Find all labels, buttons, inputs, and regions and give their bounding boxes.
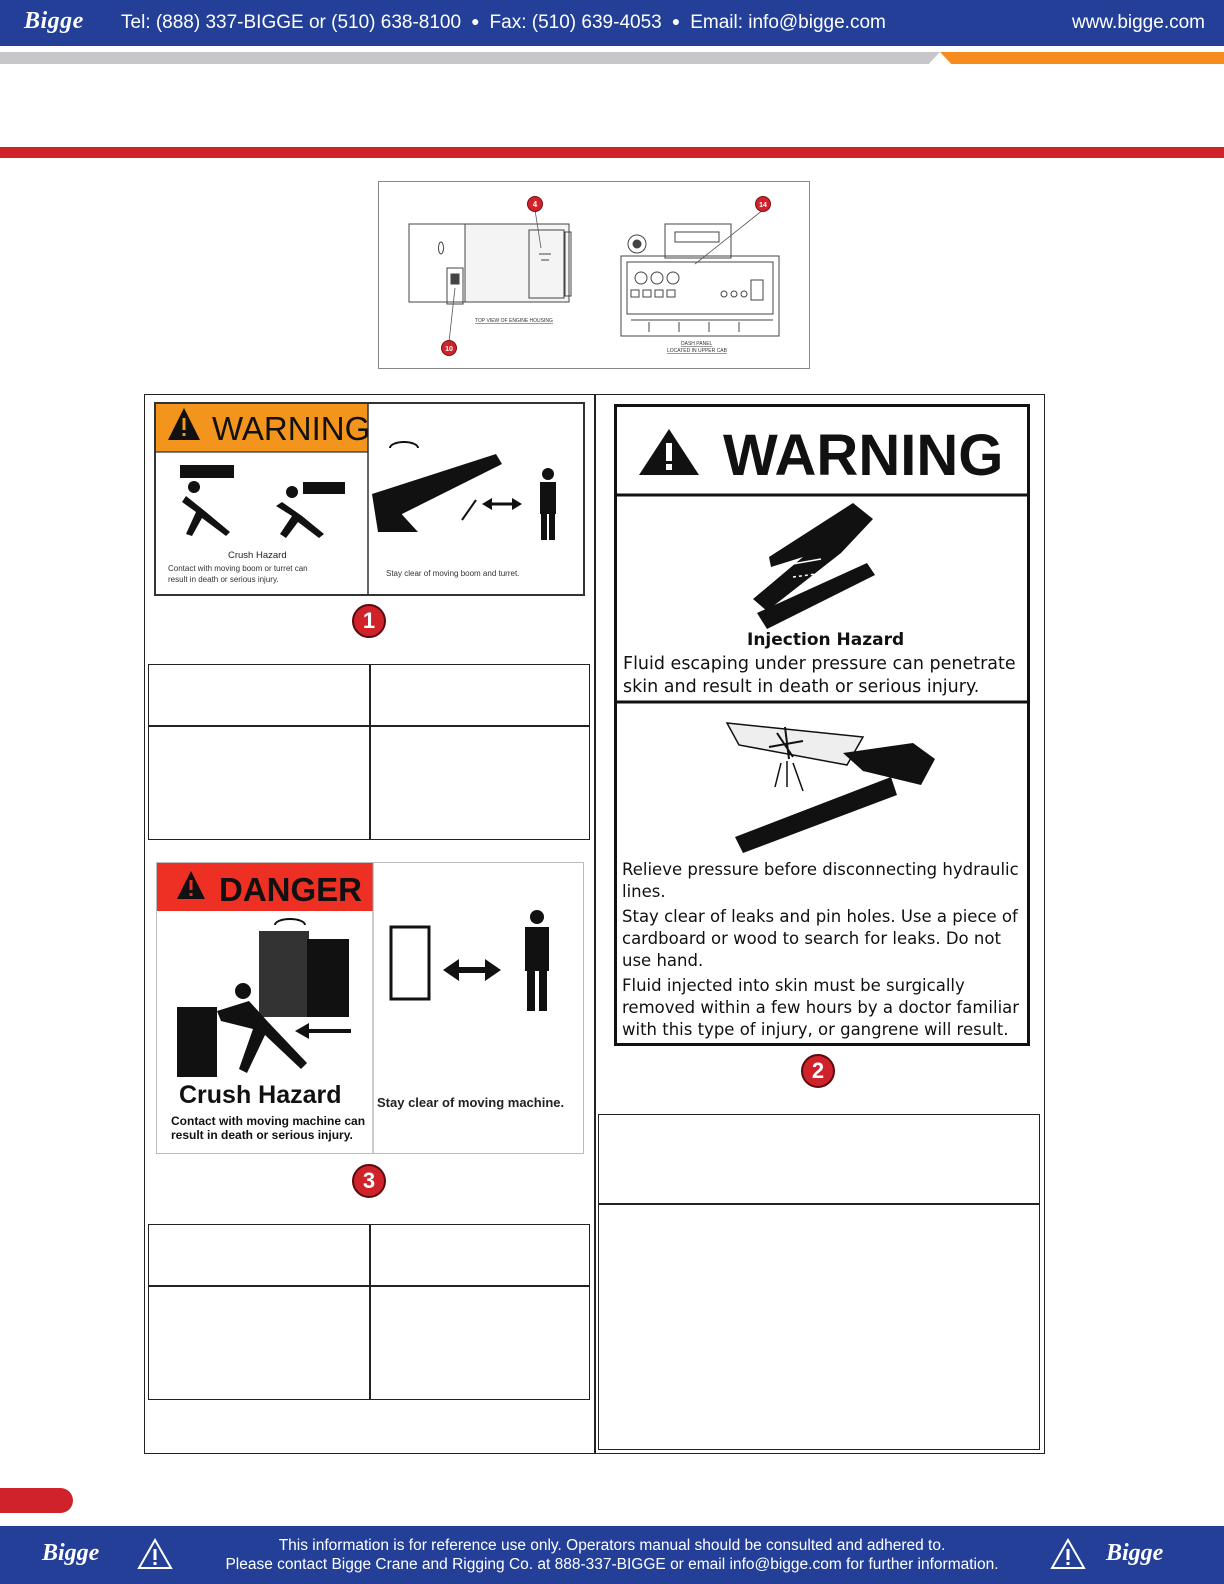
diagram-caption-left: TOP VIEW OF ENGINE HOUSING — [475, 318, 553, 324]
diagram-callout-10 — [442, 341, 457, 356]
caution-icon — [1050, 1538, 1086, 1570]
decal1-desc-line2: result in death or serious injury. — [168, 575, 279, 584]
decal2-instruction-line: Fluid injected into skin must be surgically — [622, 976, 965, 995]
diagram-callout-4 — [528, 197, 543, 212]
svg-text:14: 14 — [759, 202, 767, 209]
keep-clear-pictogram-icon — [391, 910, 549, 1011]
page-tab-marker — [0, 1488, 73, 1513]
injection-hand-pictogram-icon — [753, 503, 875, 629]
phone-text: Tel: (888) 337-BIGGE or (510) 638-8100 — [121, 12, 462, 33]
bullet-icon: ● — [671, 13, 681, 29]
diagram-caption-right-2: LOCATED IN UPPER CAB — [667, 348, 727, 354]
crush-pictogram-icon — [180, 465, 345, 538]
decal2-instruction-line: lines. — [622, 882, 666, 901]
decal1-instruction: Stay clear of moving boom and turret. — [386, 569, 520, 578]
decal-number-badge-2: 2 — [801, 1054, 835, 1088]
bullet-icon: ● — [471, 13, 480, 29]
contact-info — [121, 12, 886, 34]
diagram-caption-right-1: DASH PANEL — [681, 341, 713, 347]
machine-crush-pictogram-icon — [177, 919, 351, 1077]
gray-stripe — [0, 52, 940, 64]
decal3-instruction: Stay clear of moving machine. — [377, 1095, 565, 1110]
decal-warning-crush-boom — [154, 402, 585, 596]
boom-pictogram-icon — [372, 442, 556, 540]
header-bar — [0, 0, 1224, 46]
decal3-signal-word: DANGER — [219, 871, 363, 908]
decal2-signal-word: WARNING — [723, 423, 1004, 488]
decal3-hazard-title: Crush Hazard — [179, 1081, 342, 1109]
decal2-instruction-line: Relieve pressure before disconnecting hydraulic — [622, 860, 1019, 879]
decal1-info-table — [148, 664, 590, 840]
decal-danger-crush-machine — [156, 862, 584, 1154]
table-column-divider — [594, 394, 596, 1454]
footer-bar — [0, 1526, 1224, 1584]
footer-brand-logo-left: Bigge — [42, 1540, 100, 1566]
decal2-instruction-line: use hand. — [622, 951, 704, 970]
website-link[interactable]: www.bigge.com — [1071, 12, 1205, 33]
footer-line-1: This information is for reference use only. Operators manual should be consulted and adhered to. — [278, 1537, 946, 1554]
footer-disclaimer — [200, 1536, 1024, 1574]
email-link[interactable]: Email: info@bigge.com — [690, 12, 886, 33]
decal-warning-injection — [614, 404, 1030, 1046]
decal2-hazard-title: Injection Hazard — [747, 630, 905, 650]
decal2-instruction-line: removed within a few hours by a doctor familiar — [622, 998, 1020, 1017]
brand-logo: Bigge — [24, 8, 84, 34]
fax-text: Fax: (510) 639-4053 — [489, 12, 662, 33]
decal2-instruction-line: cardboard or wood to search for leaks. Do not — [622, 929, 1001, 948]
decal1-signal-word: WARNING — [212, 410, 371, 447]
footer-line-2: Please contact Bigge Crane and Rigging Co. at 888-337-BIGGE or email info@bigge.com for further information. — [225, 1556, 999, 1573]
decal2-instruction-line: with this type of injury, or gangrene will result. — [622, 1020, 1009, 1039]
decal3-info-table — [148, 1224, 590, 1400]
decal2-desc-line1: Fluid escaping under pressure can penetrate — [623, 654, 1016, 674]
engine-housing-drawing — [409, 224, 571, 304]
decal3-desc-line1: Contact with moving machine can — [171, 1114, 366, 1128]
footer-brand-logo-right: Bigge — [1106, 1540, 1164, 1566]
decal-number-badge-1: 1 — [352, 604, 386, 638]
decal-number-badge-3: 3 — [352, 1164, 386, 1198]
red-divider — [0, 147, 1224, 158]
caution-icon — [137, 1538, 173, 1570]
decal1-hazard-title: Crush Hazard — [228, 550, 287, 561]
decal-location-diagram — [378, 181, 810, 369]
decal2-instruction-line: Stay clear of leaks and pin holes. Use a piece of — [622, 907, 1018, 926]
dash-panel-drawing — [621, 224, 779, 336]
diagram-callout-14 — [756, 197, 771, 212]
decal2-desc-line2: skin and result in death or serious injury. — [623, 677, 980, 697]
decal2-info-table — [598, 1114, 1040, 1450]
decal3-desc-line2: result in death or serious injury. — [171, 1128, 353, 1142]
warning-triangle-icon — [639, 429, 699, 475]
cardboard-leak-pictogram-icon — [727, 723, 935, 853]
svg-text:10: 10 — [445, 346, 453, 353]
svg-text:4: 4 — [532, 200, 538, 209]
orange-stripe — [940, 52, 1224, 64]
decal1-desc-line1: Contact with moving boom or turret can — [168, 564, 308, 573]
